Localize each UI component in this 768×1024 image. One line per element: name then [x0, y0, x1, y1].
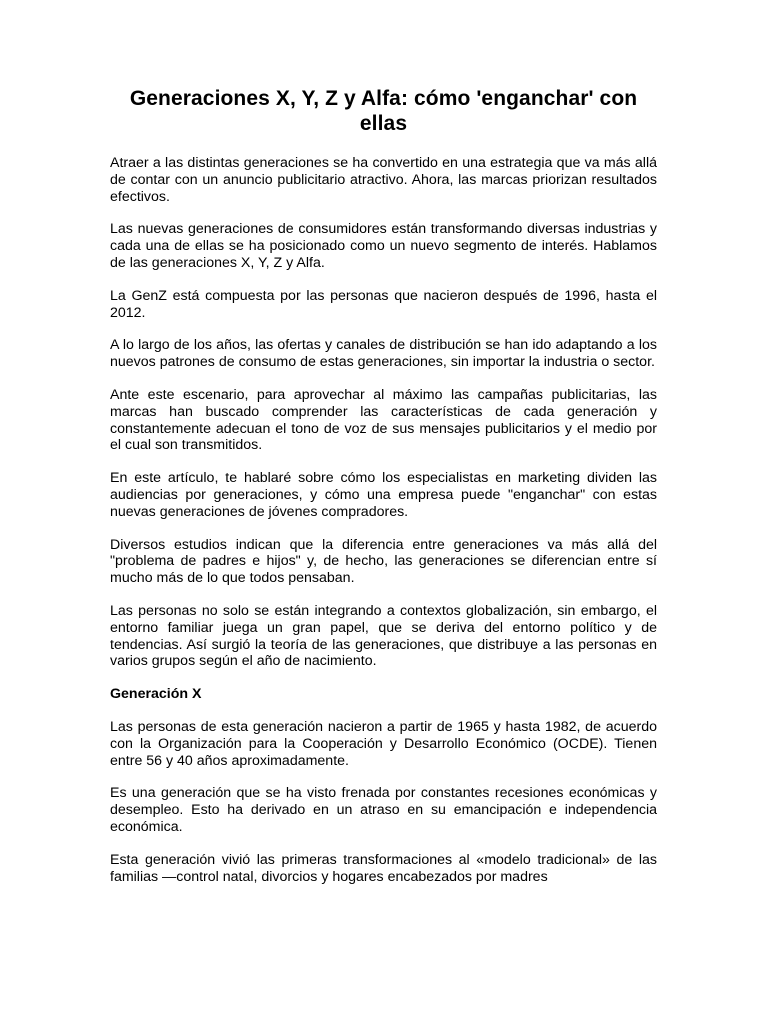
- section-heading-generation-x: Generación X: [110, 686, 202, 703]
- paragraph-genx-birth: Las personas de esta generación nacieron a partir de 1965 y hasta 1982, de acuerdo con la Organización para la Cooperación y Desarrollo Económico (OCDE). Tienen entre 56 y 40 años aproximadamente.: [110, 718, 657, 769]
- document-title: Generaciones X, Y, Z y Alfa: cómo 'enganchar' con ellas: [129, 87, 638, 135]
- paragraph-theory: Las personas no solo se están integrando a contextos globalización, sin embargo, el entorno familiar juega un gran papel, que se deriva del entorno político y de tendencias. Así surgió la teoría de las generaciones, que distribuye a las personas en varios grupos según el año de nacimiento.: [110, 602, 657, 670]
- paragraph-scenario: Ante este escenario, para aprovechar al máximo las campañas publicitarias, las marcas han buscado comprender las características de cada generación y constantemente adecuan el tono de voz de sus mensajes publicitarios y el medio por el cual son transmitidos.: [110, 386, 657, 454]
- paragraph-intro: Atraer a las distintas generaciones se ha convertido en una estrategia que va más allá de contar con un anuncio publicitario atractivo. Ahora, las marcas priorizan resultados efectivos.: [110, 155, 657, 205]
- document-page: [110, 86, 657, 901]
- paragraph-new-generations: Las nuevas generaciones de consumidores están transformando diversas industrias y cada una de ellas se ha posicionado como un nuevo segmento de interés. Hablamos de las generaciones X, Y, Z y Alfa.: [110, 221, 657, 271]
- paragraph-genx-family: Esta generación vivió las primeras transformaciones al «modelo tradicional» de las familias —control natal, divorcios y hogares encabezados por madres: [110, 851, 657, 885]
- paragraph-genz: La GenZ está compuesta por las personas que nacieron después de 1996, hasta el 2012.: [110, 287, 657, 321]
- paragraph-article-scope: En este artículo, te hablaré sobre cómo los especialistas en marketing dividen las audiencias por generaciones, y cómo una empresa puede "enganchar" con estas nuevas generaciones de jóvenes compradores.: [110, 470, 657, 520]
- paragraph-distribution: A lo largo de los años, las ofertas y canales de distribución se han ido adaptando a los nuevos patrones de consumo de estas generaciones, sin importar la industria o sector.: [110, 337, 657, 371]
- paragraph-genx-recession: Es una generación que se ha visto frenada por constantes recesiones económicas y desempleo. Esto ha derivado en un atraso en su emancipación e independencia económica.: [110, 785, 657, 835]
- paragraph-studies: Diversos estudios indican que la diferencia entre generaciones va más allá del "problema de padres e hijos" y, de hecho, las generaciones se diferencian entre sí mucho más de lo que todos pensaban.: [110, 536, 657, 587]
